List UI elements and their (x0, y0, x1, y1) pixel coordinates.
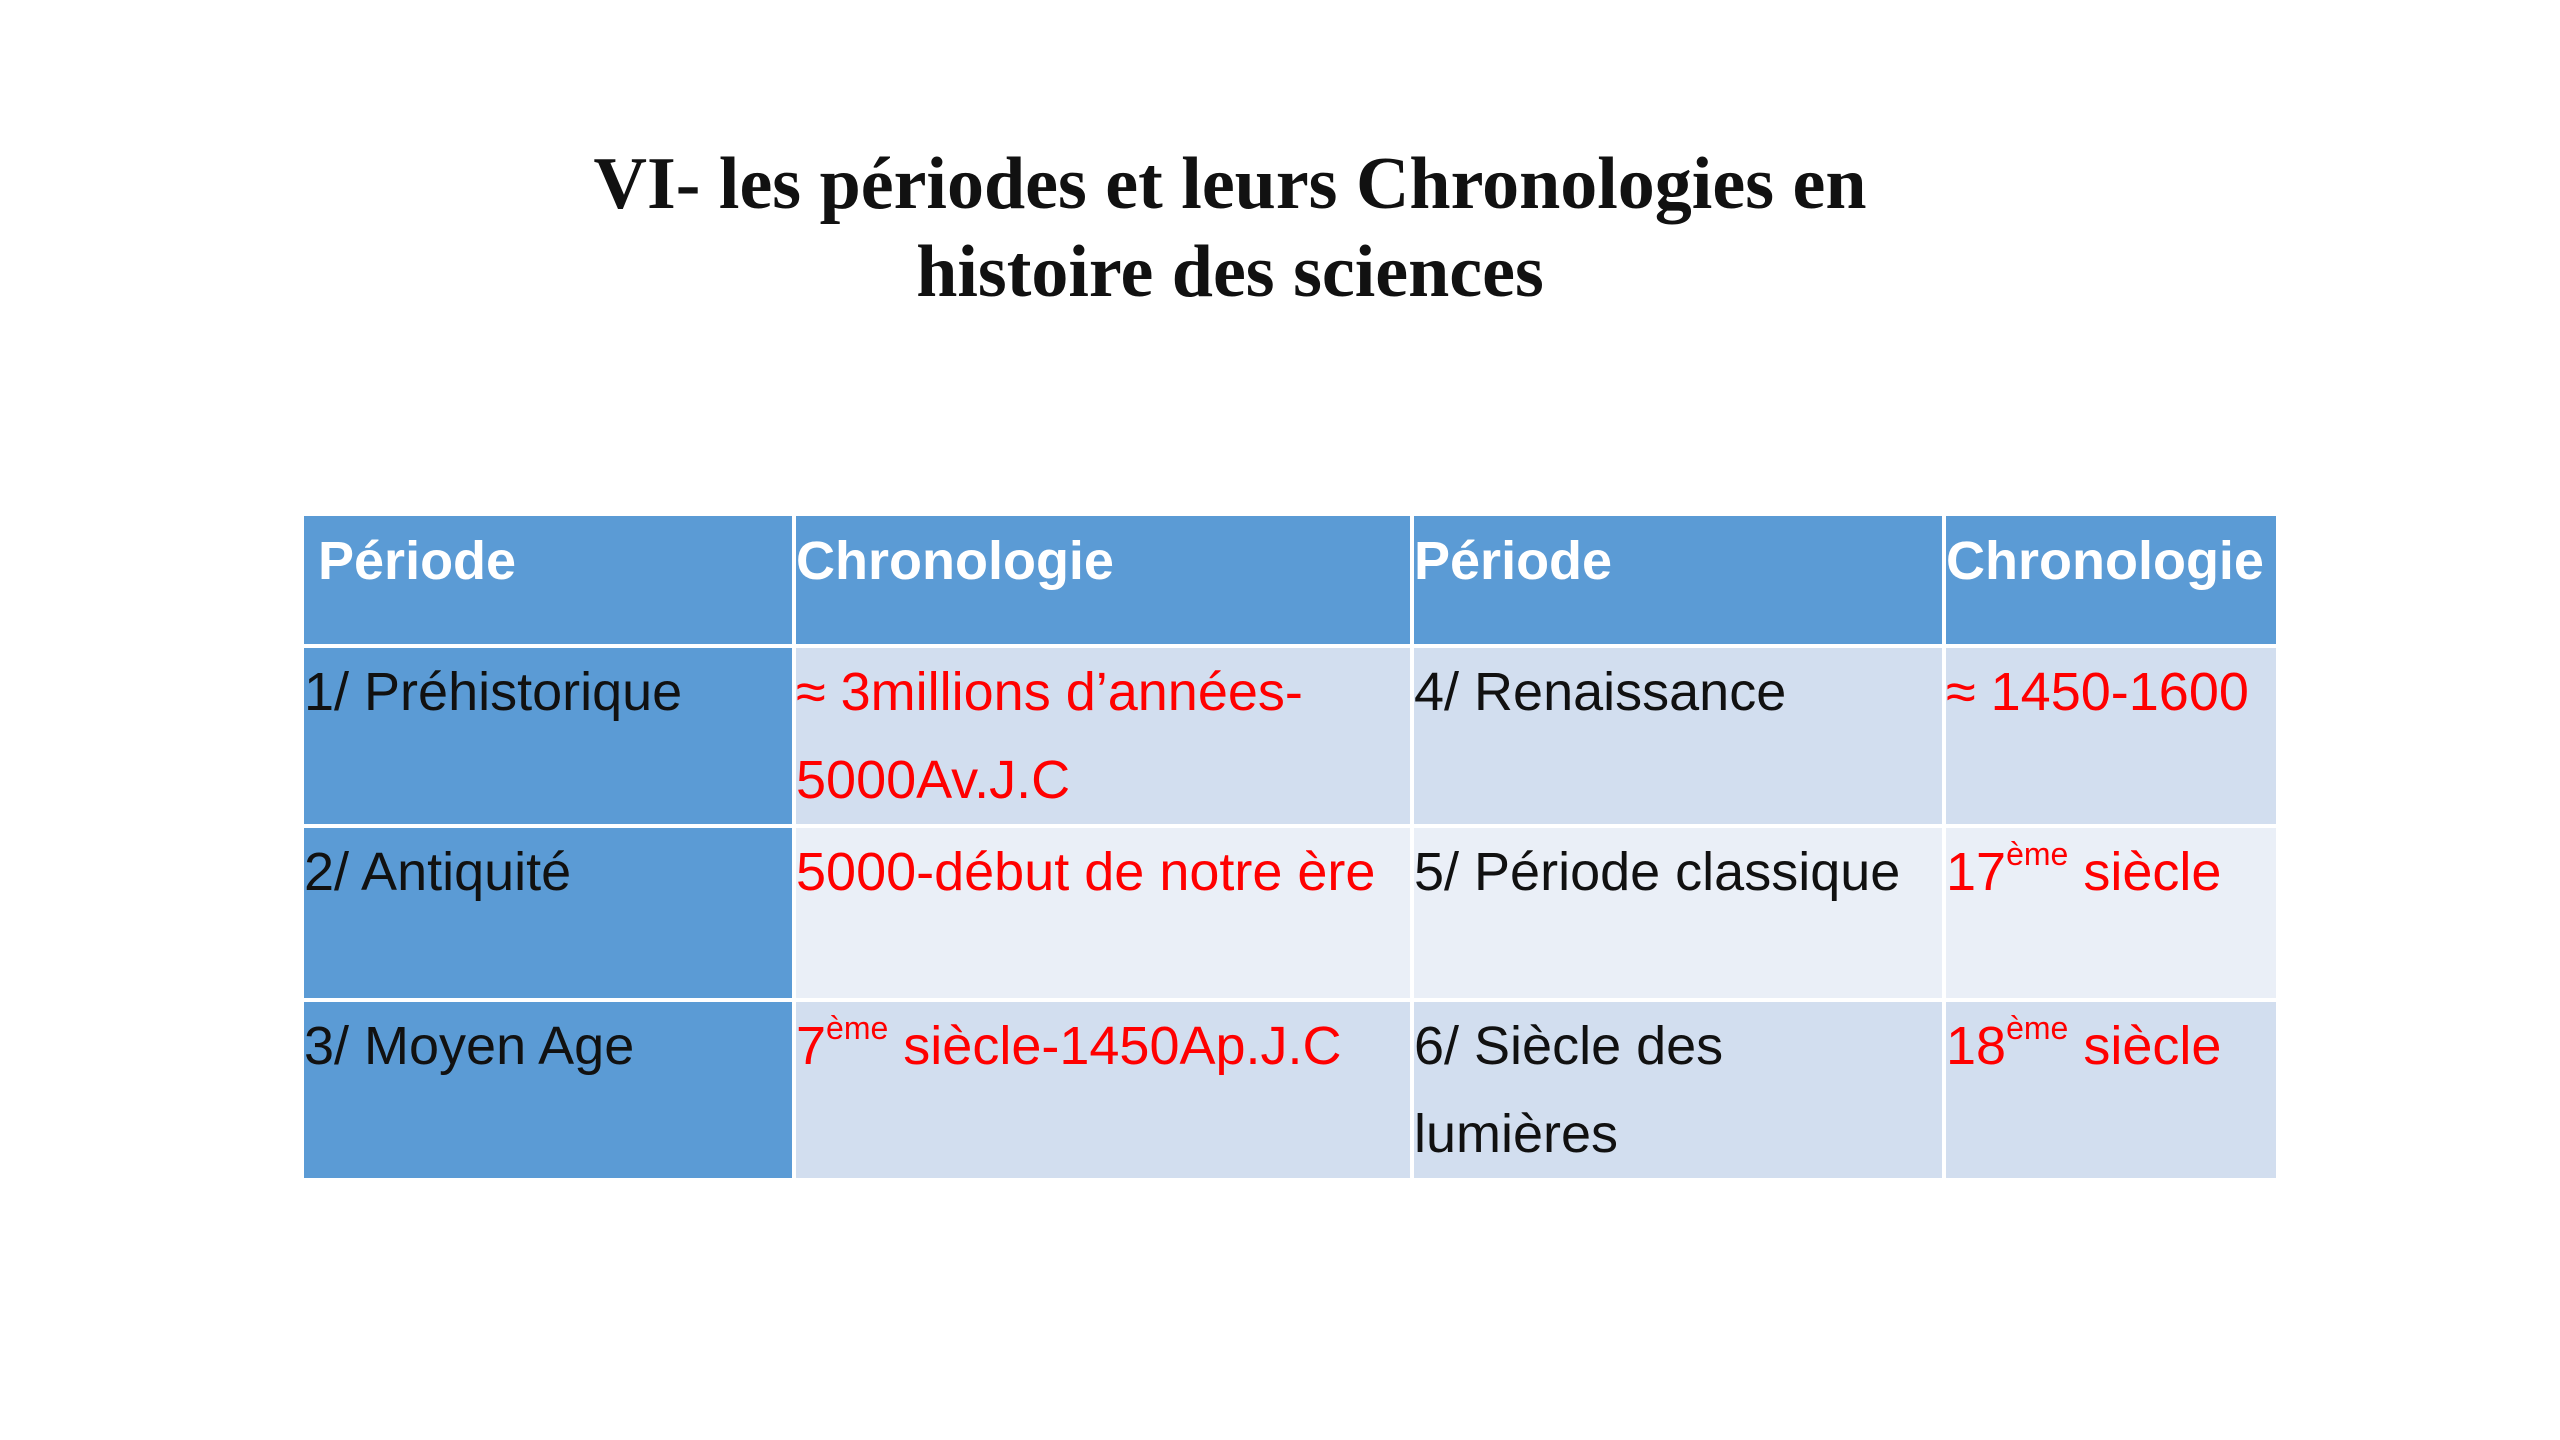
header-periode-2: Période (1414, 516, 1942, 644)
period-cell: 1/ Préhistorique (304, 648, 792, 824)
period-cell: 4/ Renaissance (1414, 648, 1942, 824)
century-number: 17 (1946, 842, 2007, 902)
table-row (304, 1002, 2276, 1178)
chronology-cell (796, 1002, 1410, 1178)
century-suffix: ème (826, 1010, 889, 1046)
chronology-cell: ≈ 3millions d’années-5000Av.J.C (796, 648, 1410, 824)
period-cell: 2/ Antiquité (304, 828, 792, 998)
century-word: siècle-1450Ap.J.C (888, 1016, 1342, 1076)
century-suffix: ème (2006, 836, 2069, 872)
period-cell: 6/ Siècle des lumières (1414, 1002, 1942, 1178)
slide-title (380, 140, 2080, 316)
slide-title-line-2: histoire des sciences (916, 231, 1544, 313)
century-word: siècle (2068, 1016, 2222, 1076)
table-row (304, 648, 2276, 824)
slide-title-line-1: VI- les périodes et leurs Chronologies en (593, 143, 1867, 225)
header-chronologie-2: Chronologie (1946, 516, 2276, 644)
century-number: 7 (796, 1016, 827, 1076)
period-cell: 3/ Moyen Age (304, 1002, 792, 1178)
table-row (304, 828, 2276, 998)
chronology-cell (1946, 828, 2276, 998)
century-number: 18 (1946, 1016, 2007, 1076)
period-cell: 5/ Période classique (1414, 828, 1942, 998)
century-suffix: ème (2006, 1010, 2069, 1046)
chronology-cell: 5000-début de notre ère (796, 828, 1410, 998)
header-periode-1: Période (304, 516, 792, 644)
century-word: siècle (2068, 842, 2222, 902)
table-header-row (304, 516, 2276, 644)
periods-table (300, 512, 2280, 1182)
chronology-cell (1946, 1002, 2276, 1178)
header-chronologie-1: Chronologie (796, 516, 1410, 644)
chronology-cell: ≈ 1450-1600 (1946, 648, 2276, 824)
